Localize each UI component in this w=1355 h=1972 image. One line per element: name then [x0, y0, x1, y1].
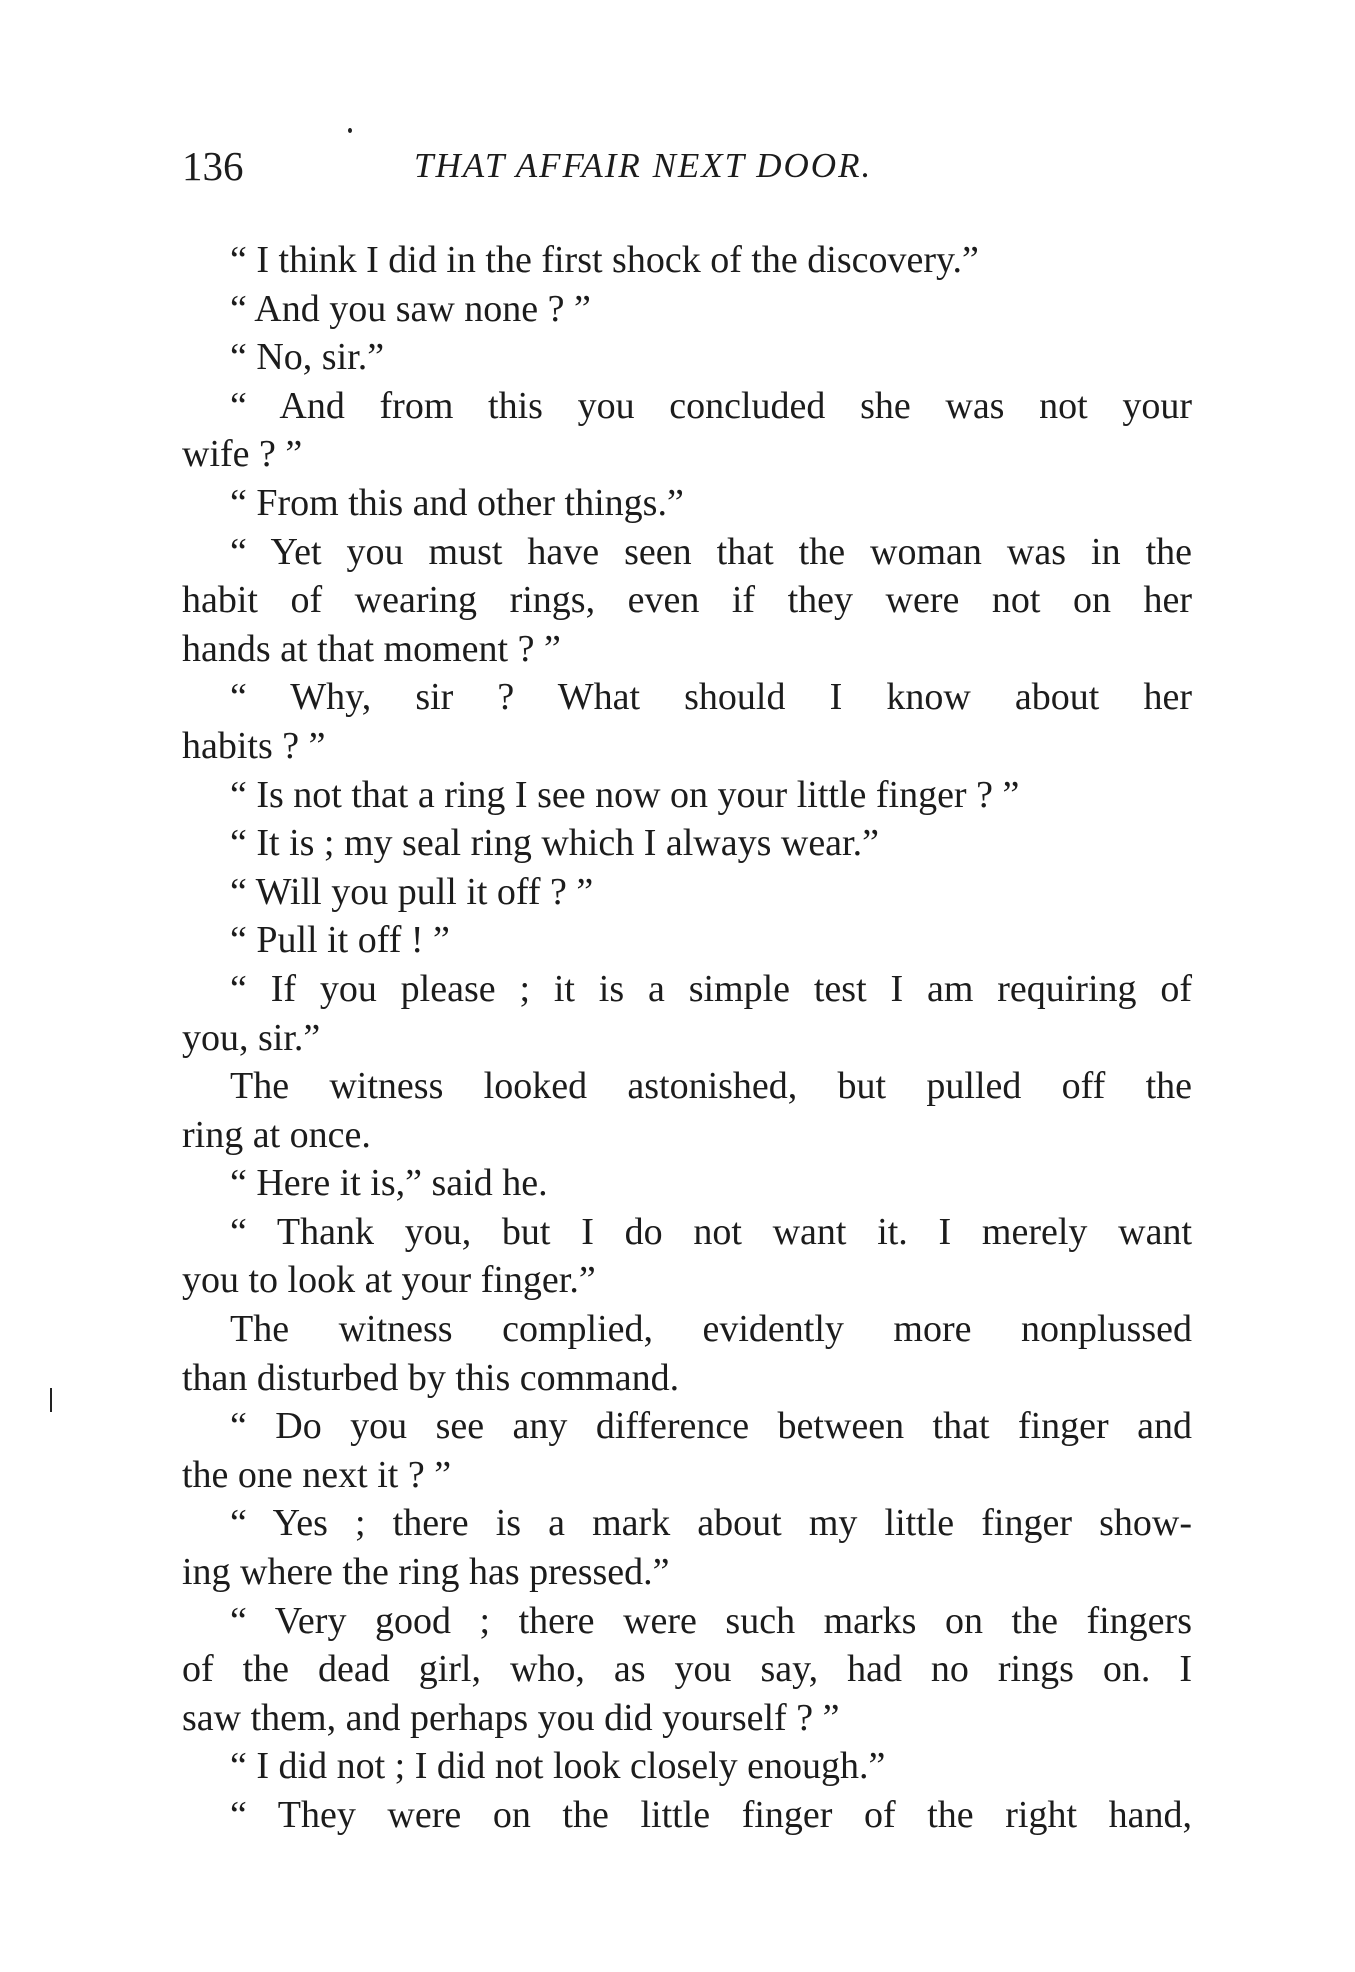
text-line: “ And from this you concluded she was not your: [230, 384, 1192, 427]
text-line: “ Do you see any difference between that finger and: [230, 1405, 1192, 1448]
page-header: [182, 136, 1192, 196]
running-title: THAT AFFAIR NEXT DOOR.: [414, 146, 873, 185]
text-line: habits ? ”: [182, 724, 326, 767]
text-line: “ Thank you, but I do not want it. I merely want: [230, 1210, 1192, 1253]
page-number: 136: [182, 143, 244, 189]
text-line: you, sir.”: [182, 1016, 321, 1059]
text-line: “ I did not ; I did not look closely enough.”: [230, 1745, 886, 1788]
text-line: “ Yes ; there is a mark about my little finger show-: [230, 1502, 1192, 1545]
text-line: hands at that moment ? ”: [182, 627, 561, 670]
text-line: wife ? ”: [182, 433, 303, 476]
text-line: “ Pull it off ! ”: [230, 919, 450, 962]
body-text: [182, 236, 1192, 1840]
text-line: “ Yet you must have seen that the woman was in the: [230, 530, 1192, 573]
text-line: than disturbed by this command.: [182, 1356, 680, 1399]
text-line: “ It is ; my seal ring which I always wear.”: [230, 822, 879, 865]
text-line: of the dead girl, who, as you say, had no rings on. I: [182, 1648, 1192, 1691]
text-line: “ They were on the little finger of the right hand,: [230, 1794, 1192, 1836]
text-line: “ Here it is,” said he.: [230, 1162, 548, 1205]
margin-mark: [50, 1388, 52, 1412]
text-line: “ Will you pull it off ? ”: [230, 870, 594, 913]
text-line: The witness looked astonished, but pulled off the: [230, 1065, 1192, 1108]
text-line: habit of wearing rings, even if they were not on her: [182, 579, 1192, 622]
text-line: “ Is not that a ring I see now on your little finger ? ”: [230, 773, 1020, 816]
text-line: “ No, sir.”: [230, 336, 385, 379]
text-line: “ From this and other things.”: [230, 481, 684, 524]
text-line: saw them, and perhaps you did yourself ? ”: [182, 1696, 840, 1739]
text-line: ring at once.: [182, 1113, 371, 1156]
text-line: the one next it ? ”: [182, 1453, 452, 1496]
text-line: “ And you saw none ? ”: [230, 287, 591, 330]
text-line: “ Why, sir ? What should I know about her: [230, 676, 1192, 719]
text-line: The witness complied, evidently more nonplussed: [230, 1308, 1192, 1351]
text-line: you to look at your finger.”: [182, 1259, 596, 1302]
text-line: “ If you please ; it is a simple test I am requiring of: [230, 967, 1192, 1010]
text-line: ing where the ring has pressed.”: [182, 1551, 670, 1594]
text-line: “ Very good ; there were such marks on the fingers: [230, 1599, 1192, 1642]
print-speck: [348, 128, 352, 133]
text-line: “ I think I did in the first shock of the discovery.”: [230, 239, 979, 281]
